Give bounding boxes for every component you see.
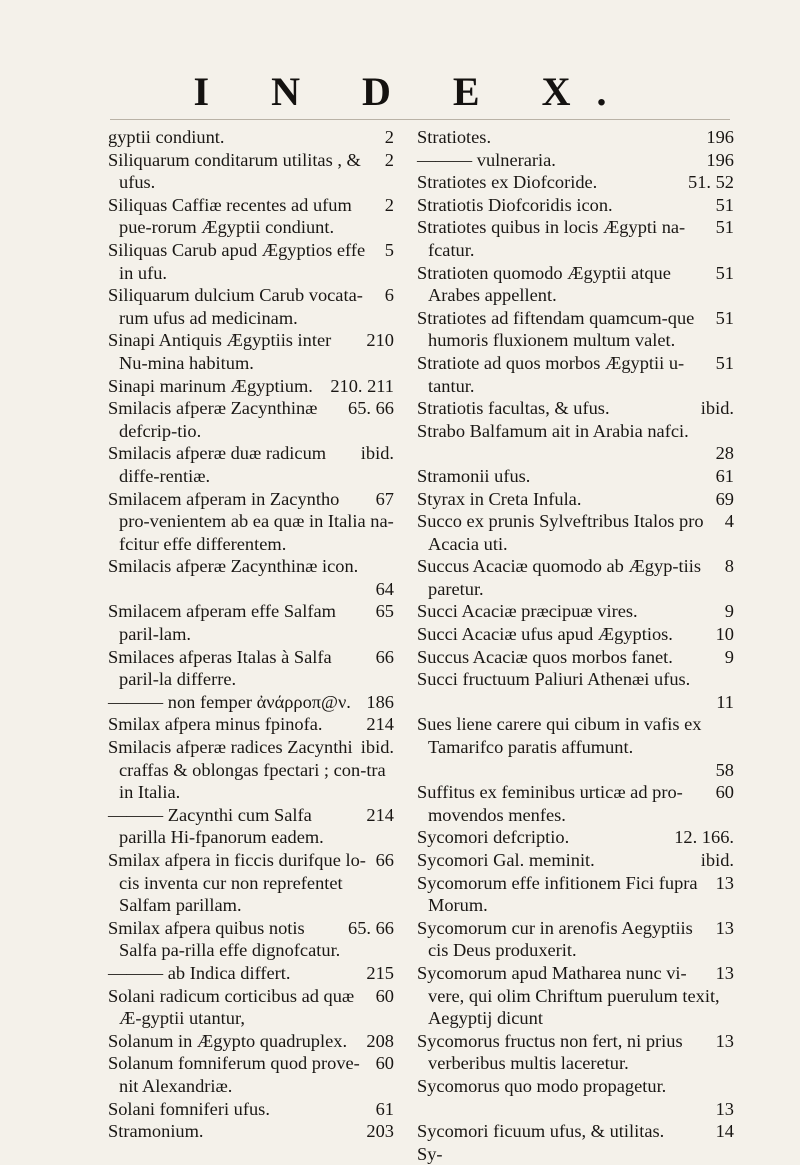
index-entry-page: 60 xyxy=(375,985,394,1006)
index-entry-page: ibid. xyxy=(700,850,734,870)
index-entry-text: Siliquarum dulcium Carub vocata-rum ufus ad medicinam. xyxy=(108,285,363,328)
index-entry xyxy=(417,781,734,826)
index-entry-text: Succi Acaciæ præcipuæ vires. xyxy=(417,601,638,622)
index-entry-text: Styrax in Creta Infula. xyxy=(417,488,582,509)
index-entry xyxy=(108,736,394,804)
index-entry xyxy=(417,872,734,917)
index-entry-text: Smilacem afperam effe Salfam paril-lam. xyxy=(108,601,336,645)
index-entry-text: Stratioten quomodo Ægyptii atque Arabes appellent. xyxy=(417,262,671,306)
index-entry xyxy=(417,849,734,872)
index-entry-text: Sycomorum cur in arenofis Aegyptiis cis Deus produxerit. xyxy=(417,917,693,961)
index-entry-text: Succi fructuum Paliuri Athenæi ufus. xyxy=(417,669,691,690)
index-entry xyxy=(417,555,734,600)
index-entry-text: Sues liene carere qui cibum in vafis ex Tamarifco paratis affumunt. xyxy=(417,714,702,758)
index-entry-text: Stratiote ad quos morbos Ægyptii u-tantur. xyxy=(417,352,685,396)
index-entry-text: Siliquas Caffiæ recentes ad ufum pue-rorum Ægyptii condiunt. xyxy=(108,194,352,238)
index-entry-text: Solani radicum corticibus ad quæ Æ-gyptii utantur, xyxy=(108,985,355,1029)
index-entry-page: 69 xyxy=(715,488,734,509)
index-entry-page: 65. 66 xyxy=(348,398,394,419)
index-entry xyxy=(108,149,394,194)
index-entry-page: 13 xyxy=(715,1030,734,1051)
index-entry xyxy=(417,646,734,669)
index-entry-page: 64 xyxy=(375,578,394,599)
index-entry-page: 8 xyxy=(724,556,734,577)
index-entry-page: 13 xyxy=(715,962,734,983)
index-entry-page: 2 xyxy=(384,194,394,215)
index-entry-text: Succus Acaciæ quomodo ab Ægyp-tiis paretur. xyxy=(417,556,702,599)
index-entry-page: 203 xyxy=(366,1121,394,1142)
index-entry-text: gyptii condiunt. xyxy=(108,127,225,147)
index-entry xyxy=(417,194,734,217)
index-entry-text: Smilacem afperam in Zacyntho pro-venientem ab ea quæ in Italia na-fcitur effe differentem. xyxy=(108,488,394,554)
index-entry xyxy=(108,962,394,985)
index-entry xyxy=(108,1098,394,1121)
index-entry-page: 215 xyxy=(366,962,394,983)
index-entry xyxy=(108,1120,394,1143)
index-entry xyxy=(417,1120,734,1143)
index-entry-text: Strabo Balfamum ait in Arabia nafci. xyxy=(417,420,689,441)
index-entry xyxy=(417,713,734,781)
index-entry-page: ibid. xyxy=(360,737,394,758)
index-entry xyxy=(417,1143,734,1165)
index-entry-page: 196 xyxy=(706,127,734,147)
index-entry-page: 51 xyxy=(715,262,734,283)
index-entry-text: Smilacis afperæ duæ radicum diffe-rentiæ. xyxy=(108,443,327,486)
index-entry-text: ——— ab Indica differt. xyxy=(108,962,291,983)
index-entry-text: Stratiotis Diofcoridis icon. xyxy=(417,194,613,215)
index-entry-text: Sycomorus fructus non fert, ni prius verberibus multis laceretur. xyxy=(417,1030,683,1074)
index-entry xyxy=(108,239,394,284)
index-entry-page: 51 xyxy=(715,217,734,238)
index-entry-page: 67 xyxy=(375,488,394,509)
index-entry xyxy=(417,397,734,420)
index-entry-text: Succo ex prunis Sylveftribus Italos pro Acacia uti. xyxy=(417,511,704,554)
index-entry-text: Smilax afpera quibus notis Salfa pa-rilla effe dignofcatur. xyxy=(108,917,341,961)
index-entry xyxy=(417,510,734,555)
index-entry-text: Stratiotes quibus in locis Ægypti na-fcatur. xyxy=(417,217,686,260)
index-entry xyxy=(417,600,734,623)
index-entry xyxy=(108,126,394,149)
index-entry xyxy=(417,171,734,194)
index-entry-text: Sinapi marinum Ægyptium. xyxy=(108,375,313,396)
index-entry-text: Smilaces afperas Italas à Salfa paril-la differre. xyxy=(108,646,332,690)
index-entry-text: Smilax afpera minus fpinofa. xyxy=(108,714,323,735)
index-entry-page: 51 xyxy=(715,307,734,328)
index-entry xyxy=(108,555,394,600)
index-entry xyxy=(108,849,394,917)
index-entry-text: Stramonium. xyxy=(108,1121,204,1142)
index-entry xyxy=(417,216,734,261)
index-entry xyxy=(108,329,394,374)
index-entry-page: 51 xyxy=(715,352,734,373)
index-entry xyxy=(108,804,394,849)
index-entry-page: 210 xyxy=(366,330,394,351)
index-entry xyxy=(108,375,394,398)
index-entry xyxy=(417,962,734,1030)
index-entry xyxy=(417,1075,734,1120)
index-entry xyxy=(417,465,734,488)
index-entry-page: 2 xyxy=(384,149,394,170)
index-entry xyxy=(417,149,734,172)
index-entry-page: 9 xyxy=(724,601,734,622)
index-entry xyxy=(417,917,734,962)
index-entry-page: 66 xyxy=(375,646,394,667)
index-entry xyxy=(108,600,394,645)
index-entry-page: 60 xyxy=(375,1053,394,1074)
index-entry-text: Stramonii ufus. xyxy=(417,465,531,486)
index-entry xyxy=(108,1052,394,1097)
index-entry-text: Stratiotis facultas, & ufus. xyxy=(417,398,610,419)
index-entry-page: 13 xyxy=(715,917,734,938)
index-entry-text: Sycomori defcriptio. xyxy=(417,827,570,848)
index-entry-page: 186 xyxy=(366,691,394,712)
running-head: I N D E X. xyxy=(193,69,633,114)
index-entry-text: Sycomorum apud Matharea nunc vi-vere, qui olim Chriftum puerulum texit, Aegyptij dicunt xyxy=(417,962,720,1029)
index-entry-page: 2 xyxy=(384,127,394,147)
index-entry-page: 6 xyxy=(384,285,394,306)
index-entry xyxy=(108,194,394,239)
index-entry xyxy=(108,397,394,442)
index-entry xyxy=(108,442,394,487)
index-entry-text: Sycomori ficuum ufus, & utilitas. xyxy=(417,1121,665,1142)
index-entry xyxy=(417,826,734,849)
index-entry xyxy=(108,1030,394,1053)
header-rule xyxy=(110,119,730,120)
index-entry-page: 60 xyxy=(715,782,734,803)
index-entry-text: Siliquas Carub apud Ægyptios effe in ufu. xyxy=(108,239,366,283)
index-entry-page: 51. 52 xyxy=(688,172,734,193)
index-entry-text: Suffitus ex feminibus urticæ ad pro-movendos menfes. xyxy=(417,782,683,825)
index-entry-text: ——— non femper ἀνάρρoπ@ν. xyxy=(108,691,351,712)
index-entry-page: 13 xyxy=(715,1098,734,1119)
index-entry-page: 66 xyxy=(375,850,394,870)
index-entry-text: Smilax afpera in ficcis durifque lo-cis inventa cur non reprefentet Salfam parillam. xyxy=(108,850,366,916)
index-entry-page: 11 xyxy=(716,691,734,712)
index-entry-page: 5 xyxy=(384,239,394,260)
index-entry-page: 61 xyxy=(715,465,734,486)
index-entry-text: Sycomorus quo modo propagetur. xyxy=(417,1075,667,1096)
index-column-left xyxy=(108,126,394,1143)
index-entry-text: Siliquarum conditarum utilitas , & ufus. xyxy=(108,149,361,193)
index-entry xyxy=(417,352,734,397)
index-entry-text: ——— vulneraria. xyxy=(417,149,556,170)
index-entry-text: Solani fomniferi ufus. xyxy=(108,1098,270,1119)
index-entry-text: ——— Zacynthi cum Salfa parilla Hi-fpanorum eadem. xyxy=(108,804,324,848)
index-entry-page: 196 xyxy=(706,149,734,170)
index-entry-text: Smilacis afperæ Zacynthinæ icon. xyxy=(108,556,359,577)
index-entry-page: 28 xyxy=(715,443,734,464)
index-entry-page: ibid. xyxy=(360,443,394,464)
index-entry-page: 14 xyxy=(715,1121,734,1142)
index-entry-page: 58 xyxy=(715,759,734,780)
index-entry xyxy=(417,623,734,646)
index-entry-text: Succus Acaciæ quos morbos fanet. xyxy=(417,646,673,667)
index-entry-text: Sy- xyxy=(417,1143,443,1164)
index-entry xyxy=(417,1030,734,1075)
index-entry-page: 65. 66 xyxy=(348,917,394,938)
index-entry-text: Sinapi Antiquis Ægyptiis inter Nu-mina habitum. xyxy=(108,330,332,373)
index-entry-text: Solanum fomniferum quod prove-nit Alexandriæ. xyxy=(108,1053,360,1096)
index-entry-page: 65 xyxy=(375,601,394,622)
index-entry xyxy=(108,917,394,962)
index-entry-text: Solanum in Ægypto quadruplex. xyxy=(108,1030,348,1051)
index-entry-page: 12. 166. xyxy=(674,827,734,848)
index-entry-page: 214 xyxy=(366,804,394,825)
index-entry-page: 9 xyxy=(724,646,734,667)
index-entry xyxy=(108,284,394,329)
index-entry-page: 214 xyxy=(366,714,394,735)
index-entry xyxy=(417,126,734,149)
index-entry-text: Sycomorum effe infitionem Fici fupra Morum. xyxy=(417,872,698,916)
index-entry xyxy=(417,420,734,465)
index-entry-page: 51 xyxy=(715,194,734,215)
index-entry xyxy=(417,262,734,307)
index-entry xyxy=(417,668,734,713)
index-entry-text: Smilacis afperæ radices Zacynthi craffas & oblongas fpectari ; con-tra in Italia. xyxy=(108,737,386,803)
index-column-right xyxy=(417,126,734,1165)
index-entry-text: Smilacis afperæ Zacynthinæ defcrip-tio. xyxy=(108,398,318,441)
index-entry-page: ibid. xyxy=(700,398,734,419)
index-entry-page: 210. 211 xyxy=(330,375,394,396)
index-entry xyxy=(417,488,734,511)
index-entry-text: Stratiotes. xyxy=(417,127,492,147)
index-entry xyxy=(108,488,394,556)
index-entry-text: Stratiotes ad fiftendam quamcum-que humoris fluxionem multum valet. xyxy=(417,307,695,351)
index-entry-page: 208 xyxy=(366,1030,394,1051)
index-entry-page: 13 xyxy=(715,872,734,893)
index-entry xyxy=(417,307,734,352)
index-entry-text: Stratiotes ex Diofcoride. xyxy=(417,172,598,193)
index-entry xyxy=(108,646,394,691)
index-entry-page: 4 xyxy=(724,511,734,532)
index-entry-text: Succi Acaciæ ufus apud Ægyptios. xyxy=(417,624,673,645)
index-entry-page: 61 xyxy=(375,1098,394,1119)
index-entry-page: 10 xyxy=(715,624,734,645)
index-entry-text: Sycomori Gal. meminit. xyxy=(417,850,595,870)
index-entry xyxy=(108,985,394,1030)
index-entry xyxy=(108,713,394,736)
index-entry xyxy=(108,691,394,714)
